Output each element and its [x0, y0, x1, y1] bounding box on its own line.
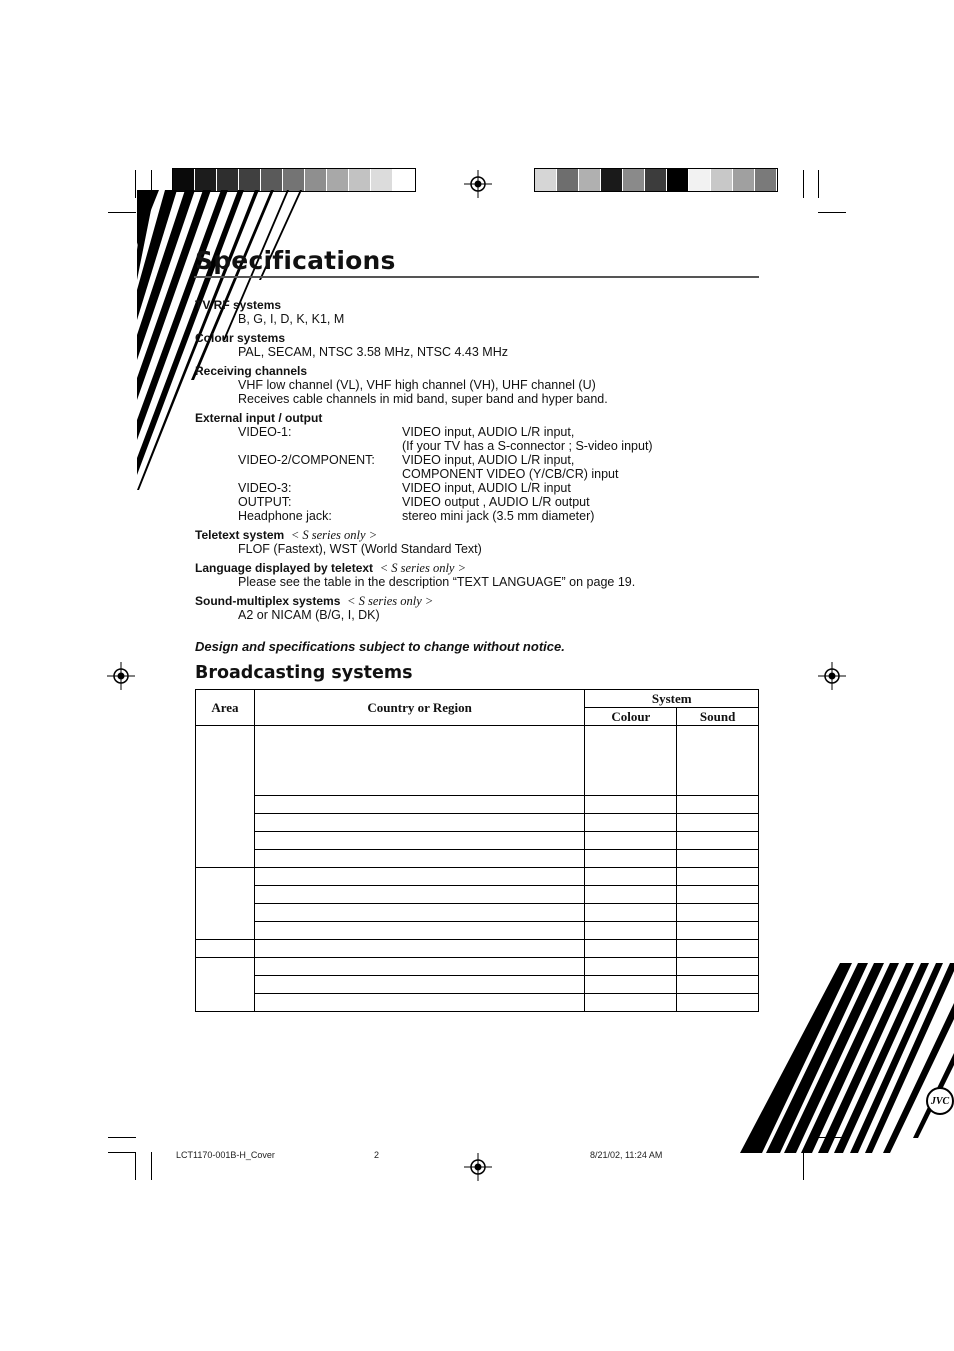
colour-cell — [585, 904, 677, 922]
specifications-list — [195, 298, 775, 627]
io-table — [195, 425, 775, 523]
colour-cell — [585, 976, 677, 994]
crop-mark — [135, 1152, 136, 1180]
spec-label-text: Language displayed by teletext — [195, 561, 374, 575]
footer-doc-id: LCT1170-001B-H_Cover — [176, 1150, 275, 1160]
colour-cell — [585, 886, 677, 904]
sound-cell — [677, 796, 759, 814]
color-swatch — [623, 169, 645, 191]
crop-mark — [818, 212, 846, 213]
colour-cell — [585, 726, 677, 796]
registration-mark-icon — [464, 1153, 492, 1181]
color-swatch — [689, 169, 711, 191]
table-row — [196, 886, 759, 904]
page-title: Specifications — [195, 246, 396, 275]
country-cell — [254, 868, 585, 886]
country-cell — [254, 832, 585, 850]
title-underline — [194, 276, 759, 278]
country-cell — [254, 904, 585, 922]
country-cell — [254, 886, 585, 904]
header-country: Country or Region — [254, 690, 585, 726]
spec-value: A2 or NICAM (B/G, I, DK) — [238, 608, 380, 622]
sound-cell — [677, 994, 759, 1012]
sound-cell — [677, 940, 759, 958]
color-swatch — [755, 169, 777, 191]
sound-cell — [677, 868, 759, 886]
spec-label — [195, 528, 775, 542]
color-swatch — [371, 169, 393, 191]
crop-mark — [108, 1152, 136, 1153]
area-cell — [196, 940, 255, 958]
spec-sound — [195, 594, 775, 622]
spec-value: B, G, I, D, K, K1, M — [238, 312, 345, 326]
spec-teletext — [195, 528, 775, 556]
header-system: System — [585, 690, 759, 708]
color-swatch-bar-left — [172, 168, 416, 192]
spec-label — [195, 594, 775, 608]
color-swatch — [173, 169, 195, 191]
io-value: VIDEO input, AUDIO L/R input — [402, 481, 571, 495]
registration-mark-icon — [107, 662, 135, 690]
io-value: VIDEO output , AUDIO L/R output — [402, 495, 590, 509]
table-row — [196, 922, 759, 940]
area-cell — [196, 868, 255, 940]
sound-cell — [677, 958, 759, 976]
sound-cell — [677, 886, 759, 904]
io-key — [238, 439, 402, 453]
spec-label-text: Sound-multiplex systems — [195, 594, 341, 608]
series-note: < S series only > — [379, 561, 467, 575]
country-cell — [254, 940, 585, 958]
crop-mark — [803, 170, 804, 198]
color-swatch — [261, 169, 283, 191]
io-key: VIDEO-3: — [238, 481, 292, 495]
table-row — [196, 814, 759, 832]
color-swatch — [645, 169, 667, 191]
spec-label: External input / output — [195, 411, 323, 425]
broadcasting-systems-table — [195, 689, 759, 1012]
country-cell — [254, 922, 585, 940]
colour-cell — [585, 850, 677, 868]
spec-value: PAL, SECAM, NTSC 3.58 MHz, NTSC 4.43 MHz — [238, 345, 508, 359]
spec-language — [195, 561, 775, 589]
country-cell — [254, 726, 585, 796]
io-value: VIDEO input, AUDIO L/R input, — [402, 425, 575, 439]
spec-label-text: Teletext system — [195, 528, 285, 542]
registration-mark-icon — [818, 662, 846, 690]
color-swatch — [283, 169, 305, 191]
color-swatch — [601, 169, 623, 191]
sound-cell — [677, 904, 759, 922]
table-row — [196, 940, 759, 958]
country-cell — [254, 958, 585, 976]
sound-cell — [677, 922, 759, 940]
spec-value: VHF low channel (VL), VHF high channel (VH), UHF channel (U) — [238, 378, 596, 392]
spec-receiving — [195, 364, 775, 406]
spec-external — [195, 411, 775, 523]
header-colour: Colour — [585, 708, 677, 726]
color-swatch — [711, 169, 733, 191]
color-swatch — [667, 169, 689, 191]
io-value: COMPONENT VIDEO (Y/CB/CR) input — [402, 467, 619, 481]
table-row — [196, 994, 759, 1012]
colour-cell — [585, 922, 677, 940]
series-note: < S series only > — [347, 594, 434, 608]
table-row — [196, 850, 759, 868]
series-note: < S series only > — [290, 528, 378, 542]
sound-cell — [677, 814, 759, 832]
spec-colour — [195, 331, 775, 359]
color-swatch — [557, 169, 579, 191]
spec-label: Receiving channels — [195, 364, 308, 378]
table-row — [196, 958, 759, 976]
color-swatch — [393, 169, 415, 191]
colour-cell — [585, 940, 677, 958]
io-value: stereo mini jack (3.5 mm diameter) — [402, 509, 595, 523]
table-header-row — [196, 690, 759, 708]
crop-mark — [108, 1137, 136, 1138]
crop-mark — [151, 1152, 152, 1180]
sound-cell — [677, 726, 759, 796]
sound-cell — [677, 832, 759, 850]
spec-value: FLOF (Fastext), WST (World Standard Text) — [238, 542, 482, 556]
spec-label: TV RF systems — [195, 298, 282, 312]
country-cell — [254, 994, 585, 1012]
color-swatch-bar-right — [534, 168, 778, 192]
spec-value: Please see the table in the description “TEXT LANGUAGE” on page 19. — [238, 575, 636, 589]
table-row — [196, 796, 759, 814]
io-key: Headphone jack: — [238, 509, 332, 523]
registration-mark-icon — [464, 170, 492, 198]
color-swatch — [349, 169, 371, 191]
footer-timestamp: 8/21/02, 11:24 AM — [590, 1150, 663, 1160]
color-swatch — [535, 169, 557, 191]
io-value: VIDEO input, AUDIO L/R input, — [402, 453, 575, 467]
decorative-stripes-bottom-right — [740, 963, 954, 1153]
table-row — [196, 726, 759, 796]
table-row — [196, 832, 759, 850]
color-swatch — [327, 169, 349, 191]
crop-mark — [803, 1152, 804, 1180]
jvc-logo — [926, 1087, 954, 1115]
spec-value: Receives cable channels in mid band, super band and hyper band. — [238, 392, 608, 406]
broadcasting-systems-heading: Broadcasting systems — [195, 663, 413, 683]
country-cell — [254, 976, 585, 994]
color-swatch — [217, 169, 239, 191]
header-area: Area — [196, 690, 255, 726]
crop-mark — [818, 170, 819, 198]
color-swatch — [579, 169, 601, 191]
jvc-logo-text: JVC — [930, 1095, 950, 1107]
area-cell — [196, 726, 255, 868]
country-cell — [254, 814, 585, 832]
colour-cell — [585, 868, 677, 886]
colour-cell — [585, 832, 677, 850]
spec-tv-rf — [195, 298, 775, 326]
sound-cell — [677, 850, 759, 868]
area-cell — [196, 958, 255, 1012]
io-key: VIDEO-1: — [238, 425, 292, 439]
table-row — [196, 976, 759, 994]
spec-label: Colour systems — [195, 331, 286, 345]
spec-label — [195, 561, 775, 575]
footer-page-number: 2 — [374, 1150, 380, 1160]
colour-cell — [585, 814, 677, 832]
color-swatch — [305, 169, 327, 191]
change-notice: Design and specifications subject to change without notice. — [195, 639, 565, 654]
country-cell — [254, 850, 585, 868]
io-key — [238, 467, 402, 481]
io-key: OUTPUT: — [238, 495, 292, 509]
colour-cell — [585, 796, 677, 814]
table-row — [196, 868, 759, 886]
header-sound: Sound — [677, 708, 759, 726]
color-swatch — [733, 169, 755, 191]
colour-cell — [585, 994, 677, 1012]
io-value: (If your TV has a S-connector ; S-video input) — [402, 439, 653, 453]
table-row — [196, 904, 759, 922]
crop-mark — [108, 212, 136, 213]
color-swatch — [239, 169, 261, 191]
colour-cell — [585, 958, 677, 976]
crop-mark — [135, 170, 136, 198]
io-key: VIDEO-2/COMPONENT: — [238, 453, 375, 467]
sound-cell — [677, 976, 759, 994]
country-cell — [254, 796, 585, 814]
color-swatch — [195, 169, 217, 191]
